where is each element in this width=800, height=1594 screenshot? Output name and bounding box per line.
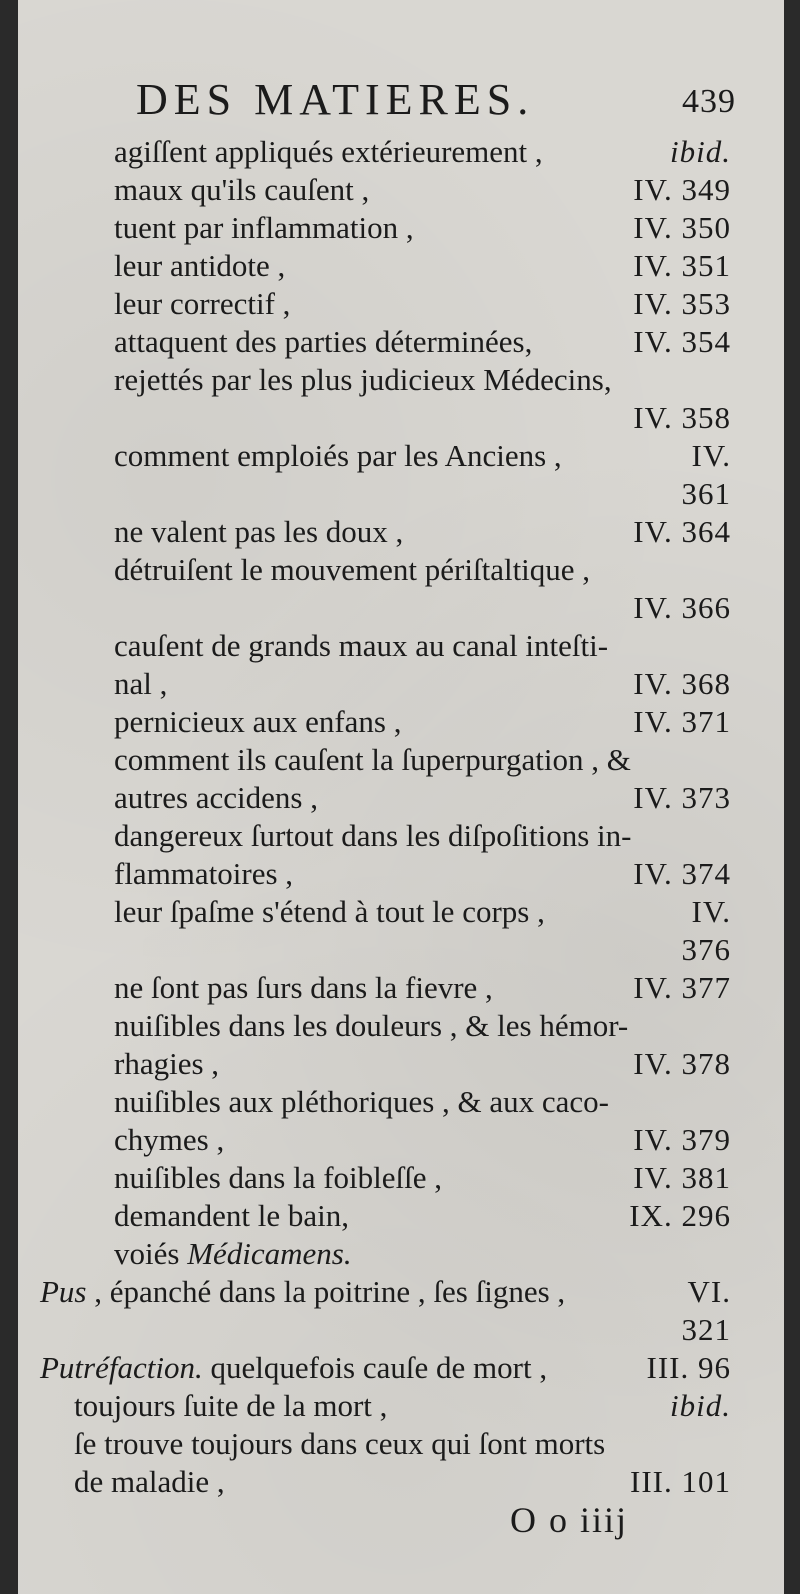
entry-ref: 361 — [681, 476, 731, 511]
entry-text: autres accidens , — [114, 780, 318, 815]
index-entry — [114, 892, 731, 932]
entry-ref: IV. 377 — [633, 970, 731, 1005]
index-entry — [74, 1386, 731, 1426]
entry-ref: IV. 379 — [633, 1122, 731, 1157]
entry-text: chymes , — [114, 1122, 225, 1157]
entry-text: comment ils cauſent la ſuperpurgation , & — [114, 742, 631, 777]
index-entry — [74, 1424, 731, 1464]
entry-ref: IV. 378 — [633, 1046, 731, 1081]
entry-ref: IV. 373 — [633, 780, 731, 815]
entry-ref: IV. 366 — [633, 590, 731, 625]
entry-ref: IV. 349 — [633, 172, 731, 207]
index-entry — [114, 740, 731, 780]
running-title: DES MATIERES. — [136, 75, 535, 124]
entry-ref: IV. 350 — [633, 210, 731, 245]
index-entry — [114, 512, 731, 552]
entry-ref: IV. 358 — [633, 400, 731, 435]
entry-text: flammatoires , — [114, 856, 294, 891]
entry-ref: IV. 368 — [633, 666, 731, 701]
entry-ref: IV. 381 — [633, 1160, 731, 1195]
entry-text: rejettés par les plus judicieux Médecins, — [114, 362, 612, 397]
index-entry — [114, 626, 731, 666]
entry-ref: ibid. — [670, 134, 731, 169]
entry-text: agiſſent appliqués extérieurement , — [114, 134, 543, 169]
index-entry — [114, 854, 731, 894]
index-entry — [114, 322, 731, 362]
index-entry — [114, 1234, 731, 1274]
entry-ref: IV. 371 — [633, 704, 731, 739]
entry-text: de maladie , — [74, 1464, 225, 1499]
entry-text: dangereux ſurtout dans les diſpoſitions in- — [114, 818, 632, 853]
entry-ref: IV. 364 — [633, 514, 731, 549]
entry-text: nal , — [114, 666, 168, 701]
entry-ref: ibid. — [670, 1388, 731, 1423]
index-entry — [74, 1462, 731, 1502]
entry-text: leur correctif , — [114, 286, 291, 321]
entry-text: ne valent pas les doux , — [114, 514, 404, 549]
page-number: 439 — [682, 83, 736, 120]
index-entry — [114, 360, 731, 400]
entry-text: maux qu'ils cauſent , — [114, 172, 370, 207]
index-entry — [114, 588, 731, 628]
entry-ref: IV. 354 — [633, 324, 731, 359]
entry-text: nuiſibles aux pléthoriques , & aux caco- — [114, 1084, 610, 1119]
entry-ref: IX. 296 — [629, 1198, 731, 1233]
index-entry — [114, 474, 731, 514]
index-entry — [114, 170, 731, 210]
entry-ref: III. 101 — [630, 1464, 731, 1499]
entry-text: leur ſpaſme s'étend à tout le corps , — [114, 894, 545, 929]
index-entry — [114, 550, 731, 590]
entry-text: pernicieux aux enfans , — [114, 704, 402, 739]
book-page — [18, 0, 784, 1594]
entry-ref: 321 — [681, 1312, 731, 1347]
entry-text: cauſent de grands maux au canal inteſti- — [114, 628, 609, 663]
entry-text: comment emploiés par les Anciens , — [114, 438, 562, 473]
entry-text-plain: , épanché dans la poitrine , ſes ſignes , — [86, 1274, 566, 1309]
index-entry — [114, 930, 731, 970]
index-entry — [114, 398, 731, 438]
index-entry — [114, 1082, 731, 1122]
entry-text: tuent par inflammation , — [114, 210, 414, 245]
index-entry — [114, 436, 731, 476]
entry-text: détruiſent le mouvement périſtaltique , — [114, 552, 591, 587]
index-entry-head — [40, 1348, 731, 1388]
index-entry — [114, 1120, 731, 1160]
entry-ref: IV. — [691, 894, 731, 929]
entry-text: nuiſibles dans la foibleſſe , — [114, 1160, 443, 1195]
index-entry-head — [40, 1272, 731, 1312]
index-entry — [114, 284, 731, 324]
entry-text: attaquent des parties déterminées, — [114, 324, 533, 359]
entry-ref: IV. — [691, 438, 731, 473]
index-entry — [40, 1310, 731, 1350]
index-text — [18, 0, 784, 1594]
index-entry — [114, 246, 731, 286]
entry-heading-word: Putréfaction. — [40, 1350, 203, 1385]
entry-text: ne ſont pas ſurs dans la fievre , — [114, 970, 493, 1005]
index-entry — [114, 1044, 731, 1084]
index-entry — [114, 132, 731, 172]
index-entry — [114, 664, 731, 704]
entry-text: leur antidote , — [114, 248, 286, 283]
index-entry — [114, 778, 731, 818]
index-entry — [114, 1196, 731, 1236]
index-entry — [114, 816, 731, 856]
entry-ref: 376 — [681, 932, 731, 967]
entry-ref: IV. 374 — [633, 856, 731, 891]
index-entry — [114, 1006, 731, 1046]
entry-ref: IV. 351 — [633, 248, 731, 283]
entry-text: rhagies , — [114, 1046, 220, 1081]
entry-text: nuiſibles dans les douleurs , & les hémor- — [114, 1008, 629, 1043]
index-entry — [114, 968, 731, 1008]
entry-text: demandent le bain, — [114, 1198, 349, 1233]
index-entry — [114, 702, 731, 742]
entry-ref: VI. — [687, 1274, 731, 1309]
entry-text-plain: quelquefois cauſe de mort , — [202, 1350, 548, 1385]
entry-heading-word: Pus — [40, 1274, 87, 1309]
signature-mark: O o iiij — [510, 1500, 629, 1540]
entry-text — [114, 1234, 352, 1274]
entry-ref: III. 96 — [646, 1350, 731, 1385]
entry-text-italic: Médicamens. — [187, 1236, 352, 1271]
entry-text — [40, 1348, 547, 1388]
entry-text-plain: voiés — [114, 1236, 188, 1271]
entry-text: ſe trouve toujours dans ceux qui ſont morts — [74, 1426, 606, 1461]
index-entry — [114, 1158, 731, 1198]
entry-ref: IV. 353 — [633, 286, 731, 321]
entry-text — [40, 1272, 565, 1312]
entry-text: toujours ſuite de la mort , — [74, 1388, 388, 1423]
running-head — [136, 72, 736, 128]
index-entry — [114, 208, 731, 248]
